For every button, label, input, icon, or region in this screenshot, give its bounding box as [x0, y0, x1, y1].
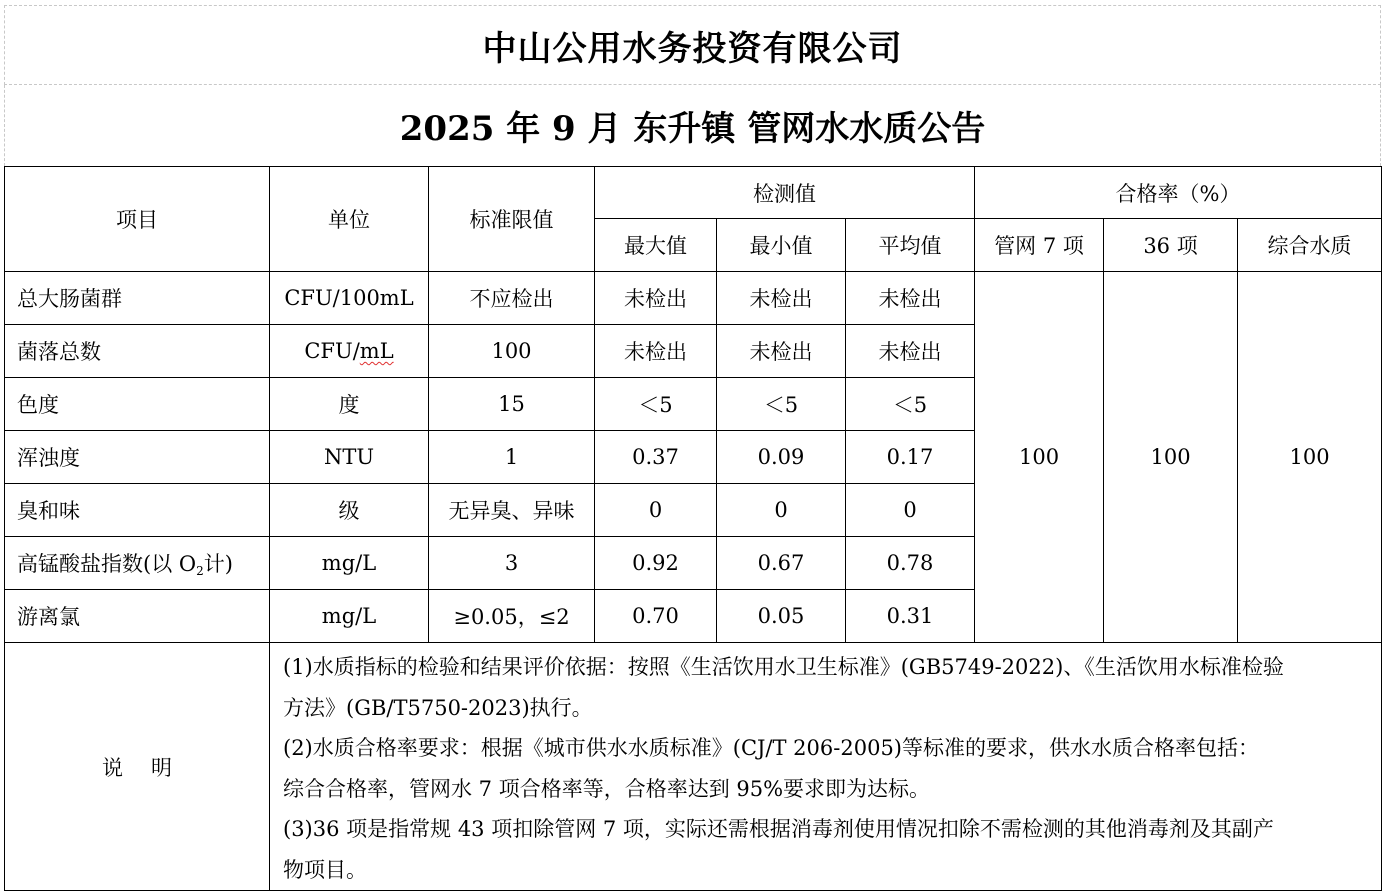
header-detect: 检测值 — [595, 167, 975, 219]
row-avg: 0.31 — [846, 590, 975, 643]
row-avg: 0.17 — [846, 431, 975, 484]
notice-sheet — [4, 5, 1381, 891]
row-unit: NTU — [270, 431, 429, 484]
note-line: 方法》(GB/T5750-2023)执行。 — [283, 695, 593, 720]
water-quality-table — [4, 166, 1382, 891]
row-limit: 3 — [429, 537, 595, 590]
row-item: 游离氯 — [5, 590, 270, 643]
item-suffix: 计) — [203, 552, 233, 576]
row-avg: ＜5 — [846, 378, 975, 431]
row-unit — [270, 325, 429, 378]
row-max: 0.70 — [595, 590, 717, 643]
row-max: 未检出 — [595, 325, 717, 378]
row-item: 色度 — [5, 378, 270, 431]
unit-prefix: CFU/ — [304, 339, 360, 363]
notice-subtitle: 2025 年 9 月 东升镇 管网水水质公告 — [4, 85, 1381, 166]
row-min: 未检出 — [717, 272, 846, 325]
row-unit: 度 — [270, 378, 429, 431]
row-avg: 0 — [846, 484, 975, 537]
notes-row — [5, 643, 1382, 891]
row-unit: CFU/100mL — [270, 272, 429, 325]
row-avg: 0.78 — [846, 537, 975, 590]
header-item: 项目 — [5, 167, 270, 272]
item-subscript: 2 — [196, 564, 204, 578]
notes-label-text: 说明 — [102, 755, 200, 780]
row-item: 浑浊度 — [5, 431, 270, 484]
header-max: 最大值 — [595, 219, 717, 272]
row-min: 0.67 — [717, 537, 846, 590]
header-rate: 合格率（%） — [975, 167, 1382, 219]
row-avg: 未检出 — [846, 272, 975, 325]
header-rate-network: 管网 7 项 — [975, 219, 1104, 272]
row-max: 0 — [595, 484, 717, 537]
header-min: 最小值 — [717, 219, 846, 272]
row-limit: 100 — [429, 325, 595, 378]
notes-content — [270, 643, 1382, 891]
unit-suffix: mL — [359, 339, 394, 363]
row-max: 未检出 — [595, 272, 717, 325]
header-row-1 — [5, 167, 1382, 219]
row-item — [5, 537, 270, 590]
rate-overall-value: 100 — [1238, 272, 1382, 643]
row-max: ＜5 — [595, 378, 717, 431]
row-item: 菌落总数 — [5, 325, 270, 378]
header-avg: 平均值 — [846, 219, 975, 272]
row-limit: 15 — [429, 378, 595, 431]
row-min: 0 — [717, 484, 846, 537]
rate-network-value: 100 — [975, 272, 1104, 643]
row-min: 未检出 — [717, 325, 846, 378]
row-min: 0.05 — [717, 590, 846, 643]
note-line: (2)水质合格率要求：根据《城市供水水质标准》(CJ/T 206-2005)等标准的要求，供水水质合格率包括： — [283, 736, 1259, 760]
row-limit: 无异臭、异味 — [429, 484, 595, 537]
note-line: (3)36 项是指常规 43 项扣除管网 7 项，实际还需根据消毒剂使用情况扣除不需检测的其他消毒剂及其副产 — [283, 817, 1274, 841]
header-rate-overall: 综合水质 — [1238, 219, 1382, 272]
row-item: 臭和味 — [5, 484, 270, 537]
row-unit: mg/L — [270, 537, 429, 590]
item-prefix: 高锰酸盐指数(以 O — [17, 552, 197, 576]
row-unit: mg/L — [270, 590, 429, 643]
header-rate-36: 36 项 — [1104, 219, 1238, 272]
row-limit: 不应检出 — [429, 272, 595, 325]
row-min: ＜5 — [717, 378, 846, 431]
row-avg: 未检出 — [846, 325, 975, 378]
row-max: 0.37 — [595, 431, 717, 484]
row-item: 总大肠菌群 — [5, 272, 270, 325]
notes-label — [5, 643, 270, 891]
rate-36-value: 100 — [1104, 272, 1238, 643]
row-unit: 级 — [270, 484, 429, 537]
row-min: 0.09 — [717, 431, 846, 484]
note-line: 综合合格率，管网水 7 项合格率等，合格率达到 95%要求即为达标。 — [283, 776, 931, 801]
row-limit: ≥0.05，≤2 — [429, 590, 595, 643]
table-row — [5, 272, 1382, 325]
header-unit: 单位 — [270, 167, 429, 272]
row-max: 0.92 — [595, 537, 717, 590]
note-line: (1)水质指标的检验和结果评价依据：按照《生活饮用水卫生标准》(GB5749-2022)、《生活饮用水标准检验 — [283, 655, 1284, 679]
row-limit: 1 — [429, 431, 595, 484]
note-line: 物项目。 — [283, 857, 367, 882]
company-title: 中山公用水务投资有限公司 — [4, 5, 1381, 85]
header-limit: 标准限值 — [429, 167, 595, 272]
